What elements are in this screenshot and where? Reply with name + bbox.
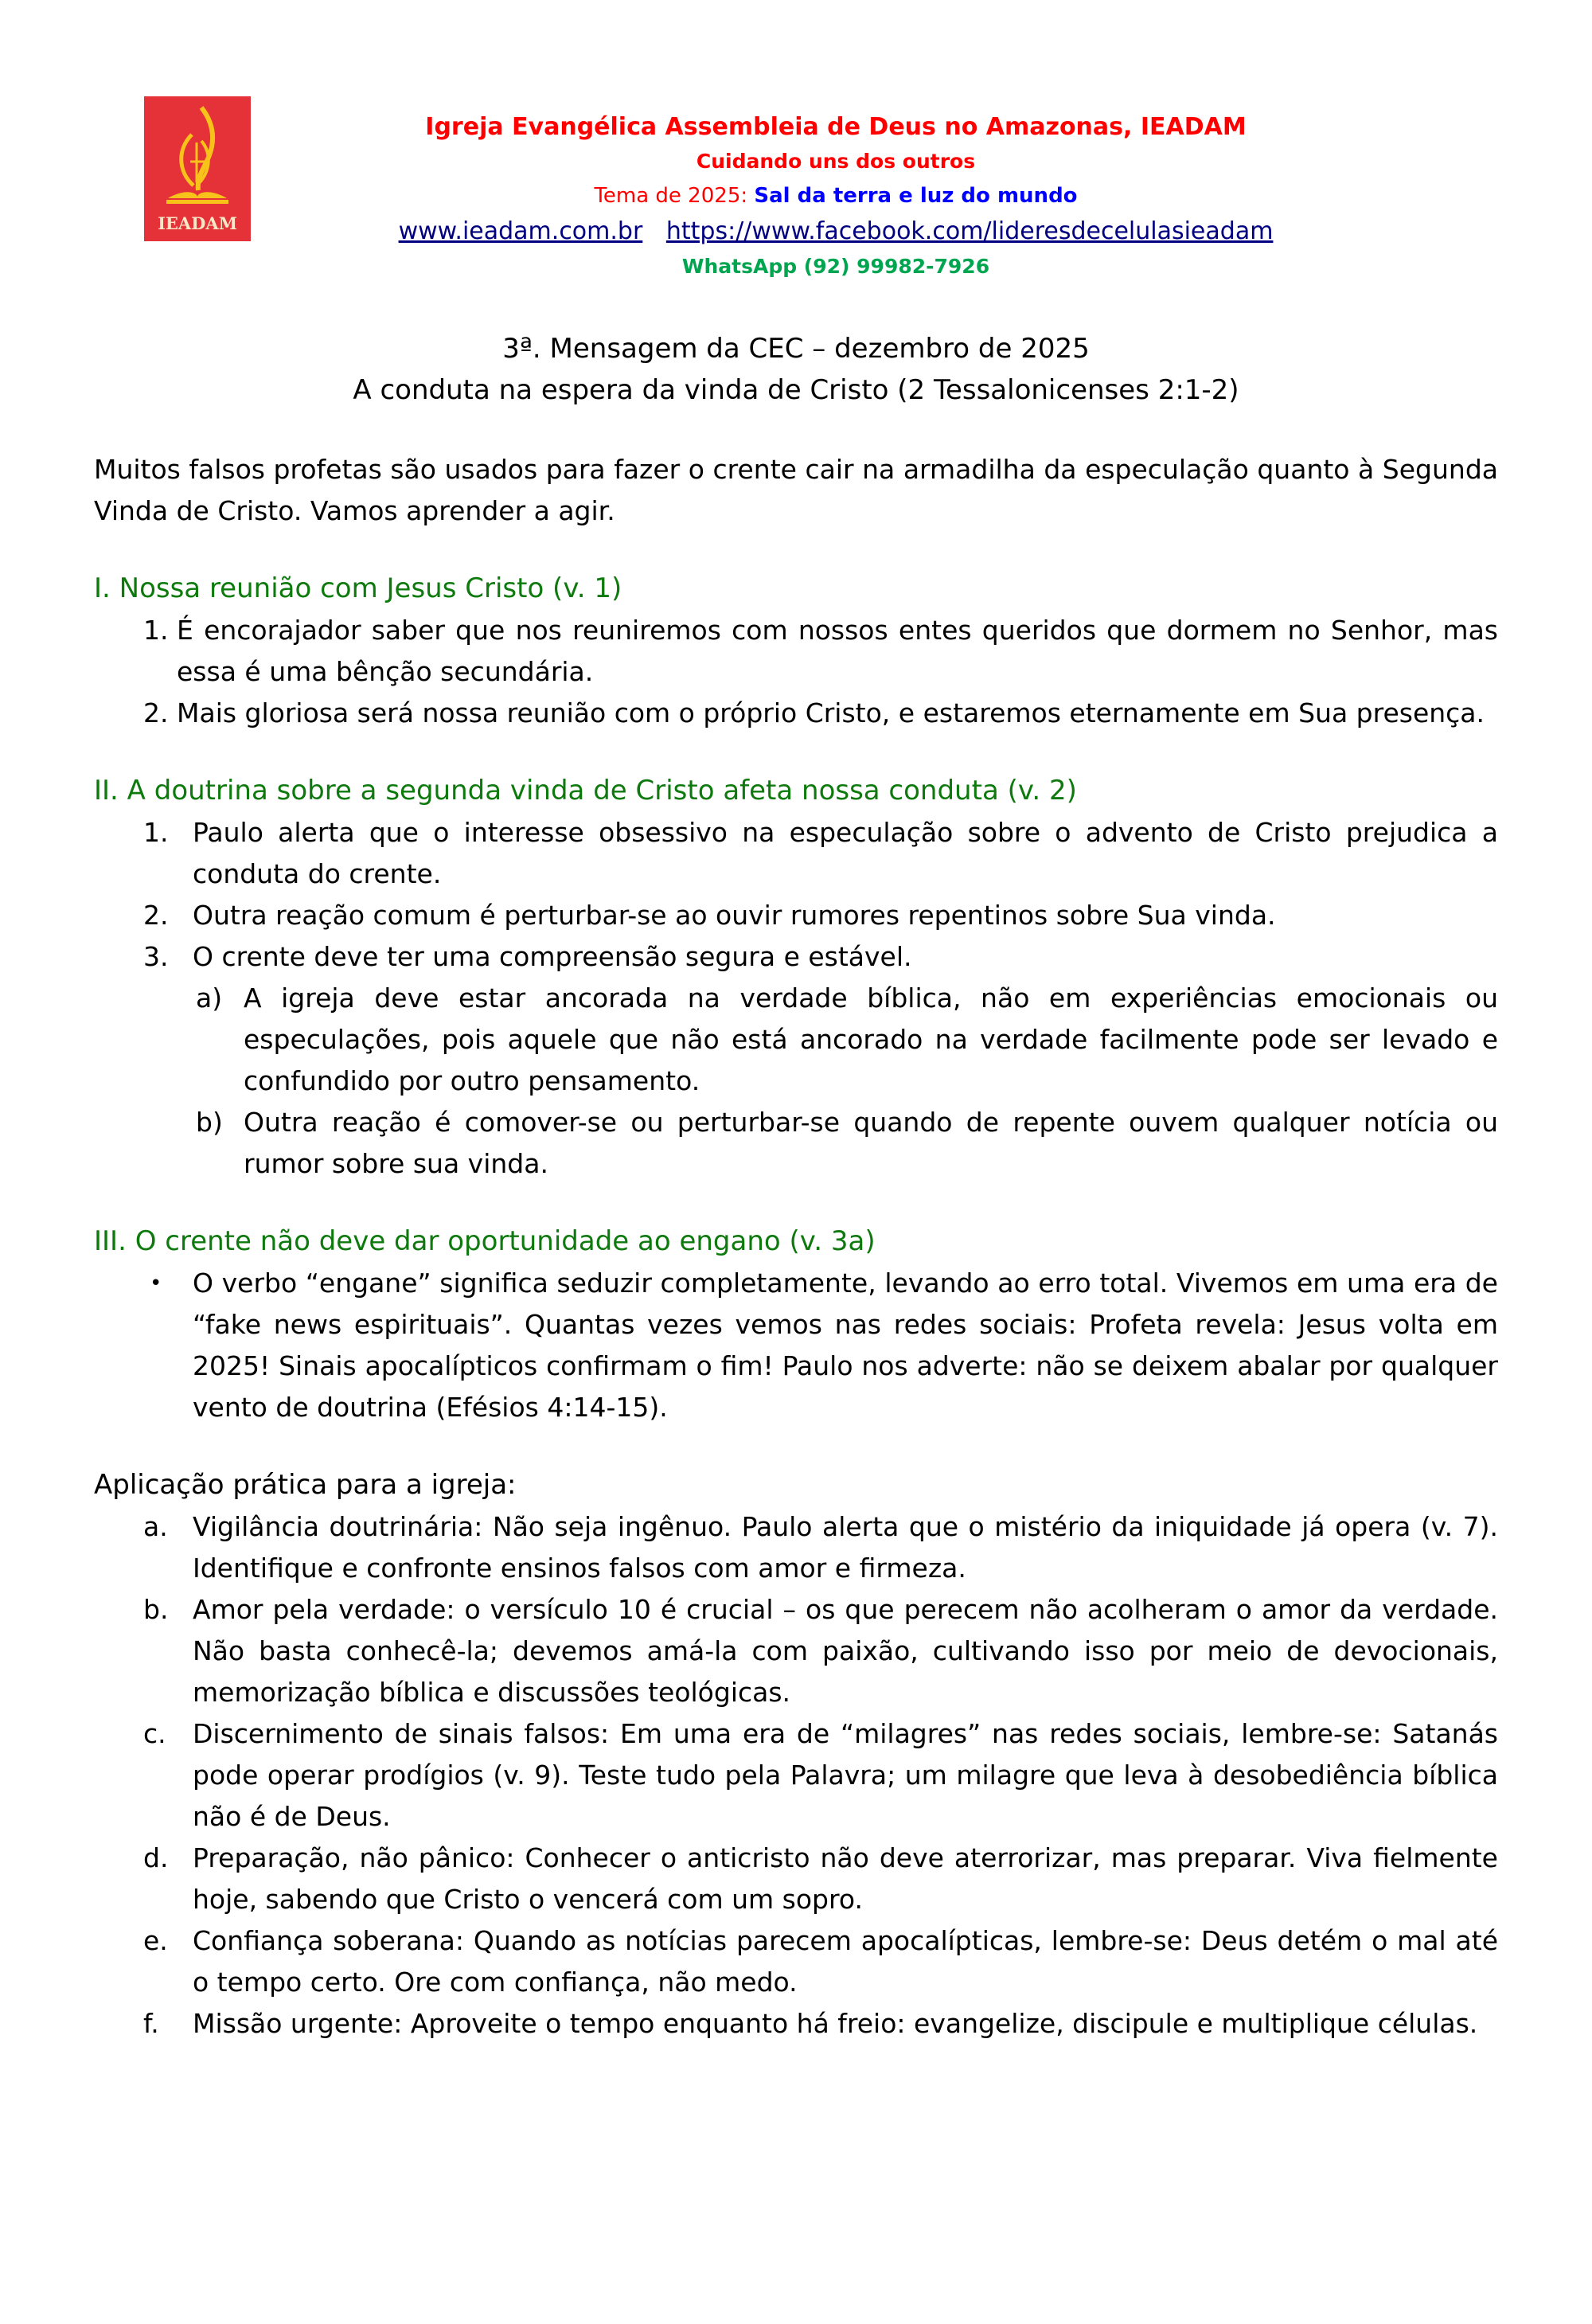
section-heading: III. O crente não deve dar oportunidade ao engano (v. 3a) (94, 1225, 876, 1257)
list-item-text: Amor pela verdade: o versículo 10 é crucial – os que perecem não acolheram o amor da verdade. Não basta conhecê-la; devemos amá-la com paixão, cultivando isso por meio de devocionais, memorização bíblica e discussões teológicas. (193, 1594, 1498, 1708)
list-marker: c. (143, 1718, 166, 1749)
links-line (263, 213, 1409, 250)
intro-paragraph: Muitos falsos profetas são usados para fazer o crente cair na armadilha da especulação quanto à Segunda Vinda de Cristo. Vamos aprender a agir. (94, 454, 1498, 526)
application-heading: Aplicação prática para a igreja: (94, 1469, 517, 1501)
list-item (94, 1506, 1498, 1589)
bullet-icon: • (150, 1271, 162, 1295)
facebook-link[interactable]: https://www.facebook.com/lideresdecelulasieadam (665, 217, 1274, 245)
list-marker: f. (143, 2008, 159, 2039)
list-item-text: Discernimento de sinais falsos: Em uma era de “milagres” nas redes sociais, lembre-se: Satanás pode operar prodígios (v. 9). Teste tudo pela Palavra; um milagre que leva à desobediência bíblica não é de Deus. (193, 1718, 1498, 1832)
list-item (94, 693, 1498, 734)
ieadam-logo (144, 96, 251, 241)
sub-list-item (94, 1102, 1498, 1185)
list-marker: b. (143, 1594, 169, 1625)
logo-text: IEADAM (158, 213, 237, 233)
flame-book-emblem-icon (160, 103, 235, 210)
list-item-text: Vigilância doutrinária: Não seja ingênuo. Paulo alerta que o mistério da iniquidade já opera (v. 7). Identifique e confronte ensinos falsos com amor e firmeza. (193, 1511, 1498, 1584)
list-item (94, 610, 1498, 693)
list-item (94, 1838, 1498, 1920)
list-item-text: A igreja deve estar ancorada na verdade bíblica, não em experiências emocionais ou especulações, pois aquele que não está ancorado na verdade facilmente pode ser levado e confundido por outro pensamento. (244, 982, 1498, 1096)
letterhead (263, 110, 1409, 283)
list-marker: b) (196, 1107, 223, 1138)
list-marker: d. (143, 1842, 169, 1873)
list-item-text: Mais gloriosa será nossa reunião com o próprio Cristo, e estaremos eternamente em Sua presença. (177, 697, 1485, 728)
list-marker: a) (196, 982, 223, 1014)
list-item-text: O crente deve ter uma compreensão segura e estável. (193, 941, 912, 972)
list-item-text: Paulo alerta que o interesse obsessivo na especulação sobre o advento de Cristo prejudica a conduta do crente. (193, 817, 1498, 889)
motto: Cuidando uns dos outros (696, 150, 976, 173)
list-item-text: Outra reação é comover-se ou perturbar-se quando de repente ouvem qualquer notícia ou rumor sobre sua vinda. (244, 1107, 1498, 1179)
list-marker: a. (143, 1511, 168, 1542)
list-marker: 3. (143, 941, 169, 972)
section-heading: I. Nossa reunião com Jesus Cristo (v. 1) (94, 572, 622, 604)
list-marker: 2. (143, 900, 169, 931)
section-heading: II. A doutrina sobre a segunda vinda de Cristo afeta nossa conduta (v. 2) (94, 775, 1077, 807)
list-item (94, 1713, 1498, 1838)
list-item-text: Confiança soberana: Quando as notícias parecem apocalípticas, lembre-se: Deus detém o mal até o tempo certo. Ore com confiança, não medo. (193, 1925, 1498, 1998)
list-item-text: Preparação, não pânico: Conhecer o anticristo não deve aterrorizar, mas preparar. Viva fielmente hoje, sabendo que Cristo o vencerá com um sopro. (193, 1842, 1498, 1915)
list-marker: 1. (143, 817, 169, 848)
document-title: 3ª. Mensagem da CEC – dezembro de 2025 (502, 333, 1090, 365)
sub-list-item (94, 978, 1498, 1102)
list-item-text: Missão urgente: Aproveite o tempo enquanto há freio: evangelize, discipule e multiplique células. (193, 2008, 1478, 2039)
list-item (94, 2003, 1498, 2045)
whatsapp-contact: WhatsApp (92) 99982-7926 (681, 255, 990, 278)
theme-text: Sal da terra e luz do mundo (754, 184, 1078, 208)
list-item (94, 936, 1498, 978)
list-item (94, 1589, 1498, 1713)
list-item (94, 1920, 1498, 2003)
list-marker: 1. (143, 615, 169, 646)
theme-line (263, 178, 1409, 213)
list-marker: e. (143, 1925, 168, 1956)
list-item (94, 895, 1498, 936)
list-item (94, 812, 1498, 895)
church-name: Igreja Evangélica Assembleia de Deus no Amazonas, IEADAM (425, 113, 1247, 141)
list-marker: 2. (143, 697, 169, 728)
list-item (94, 1263, 1498, 1428)
website-link[interactable]: www.ieadam.com.br (398, 217, 643, 245)
theme-prefix: Tema de 2025: (594, 184, 748, 208)
document-body (94, 328, 1498, 2045)
document-subtitle: A conduta na espera da vinda de Cristo (2 Tessalonicenses 2:1-2) (353, 374, 1239, 406)
list-item-text: O verbo “engane” significa seduzir completamente, levando ao erro total. Vivemos em uma era de “fake news espirituais”. Quantas vezes vemos nas redes sociais: Profeta revela: Jesus volta em 2025! Sinais apocalípticos confirmam o fim! Paulo nos adverte: não se deixem abalar por qualquer vento de doutrina (Efésios 4:14-15). (193, 1267, 1498, 1423)
list-item-text: Outra reação comum é perturbar-se ao ouvir rumores repentinos sobre Sua vinda. (193, 900, 1276, 931)
list-item-text: É encorajador saber que nos reuniremos com nossos entes queridos que dormem no Senhor, mas essa é uma bênção secundária. (177, 615, 1498, 687)
